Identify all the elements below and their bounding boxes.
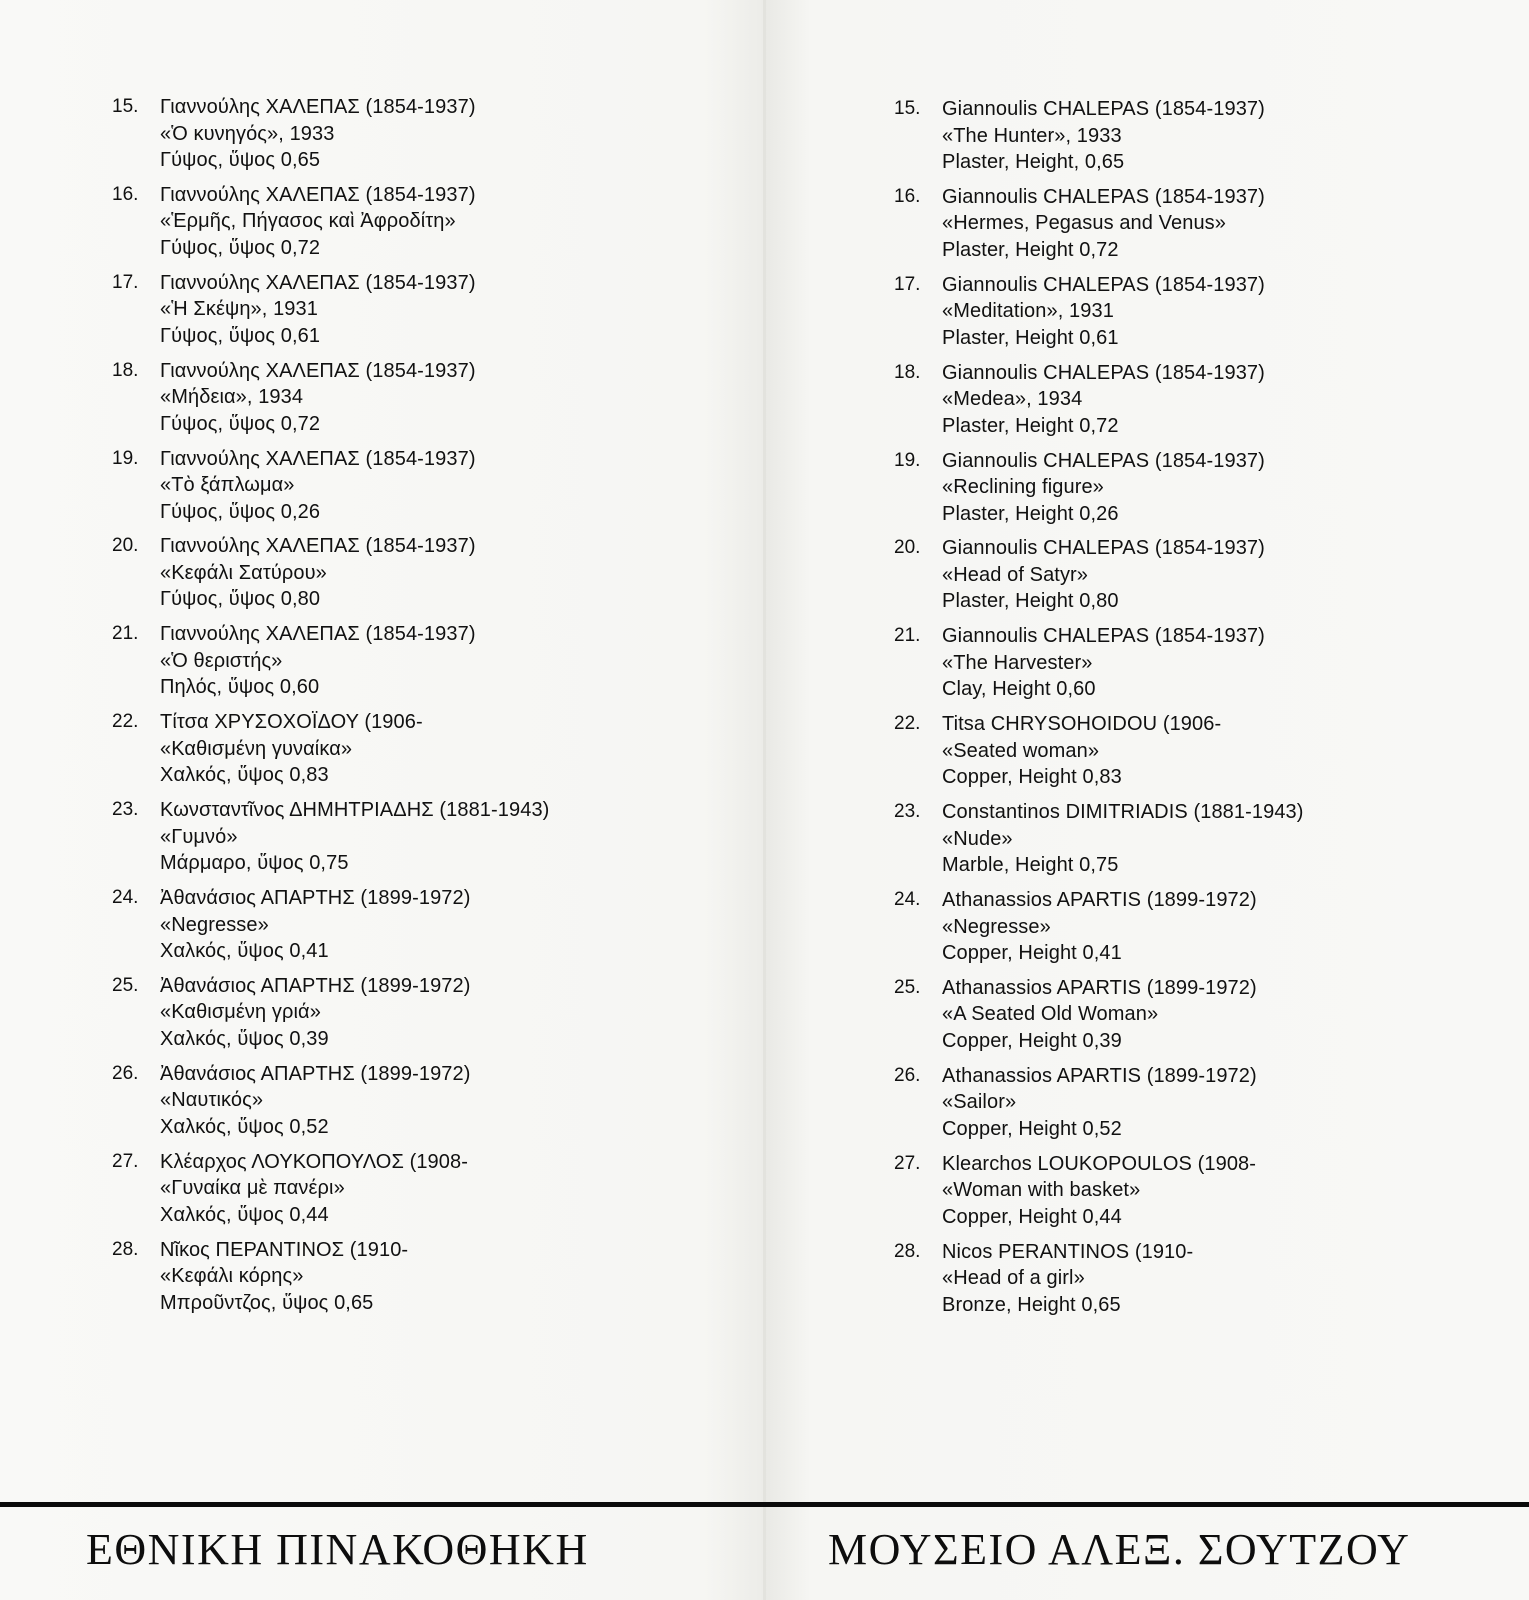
catalogue-entry [108, 1061, 668, 1141]
entry-number: 19. [894, 449, 921, 471]
entry-title: «Καθισμένη γυναίκα» [160, 737, 353, 760]
entry-number: 27. [112, 1150, 139, 1172]
catalogue-entry [108, 182, 668, 262]
entry-title: «A Seated Old Woman» [942, 1003, 1159, 1026]
entry-number: 28. [112, 1238, 139, 1260]
entry-artist: Nicos PERANTINOS (1910- [942, 1240, 1194, 1263]
entry-number: 25. [112, 974, 139, 996]
catalogue-entry [108, 533, 668, 613]
entry-title: «Καθισμένη γριά» [160, 1001, 321, 1024]
entry-artist: Athanassios APARTIS (1899-1972) [942, 889, 1257, 912]
catalogue-entry [890, 799, 1410, 879]
entry-medium: Copper, Height 0,83 [942, 766, 1122, 789]
entry-medium: Plaster, Height 0,26 [942, 502, 1119, 525]
entry-number: 17. [112, 271, 139, 293]
entry-artist: Γιαννούλης ΧΑΛΕΠΑΣ (1854-1937) [160, 623, 476, 646]
entry-medium: Χαλκός, ὕψος 0,83 [160, 764, 329, 787]
entry-medium: Χαλκός, ὕψος 0,39 [160, 1027, 329, 1050]
entry-artist: Titsa CHRYSOHOIDOU (1906- [942, 713, 1222, 736]
entry-title: «Ὁ θεριστής» [160, 649, 283, 672]
entry-number: 18. [112, 359, 139, 381]
entry-number: 23. [894, 801, 921, 823]
entry-artist: Κλέαρχος ΛΟΥΚΟΠΟΥΛΟΣ (1908- [160, 1150, 468, 1173]
entry-title: «Negresse» [942, 915, 1051, 938]
entry-artist: Giannoulis CHALEPAS (1854-1937) [942, 537, 1265, 560]
catalogue-entry [890, 1151, 1410, 1231]
entry-artist: Ἀθανάσιος ΑΠΑΡΤΗΣ (1899-1972) [160, 974, 471, 997]
entry-artist: Γιαννούλης ΧΑΛΕΠΑΣ (1854-1937) [160, 183, 476, 206]
entry-number: 15. [894, 98, 921, 119]
catalogue-entry [108, 709, 668, 789]
entry-medium: Μάρμαρο, ὕψος 0,75 [160, 852, 349, 875]
catalogue-entry [890, 623, 1410, 703]
catalogue-entry [890, 96, 1410, 176]
entry-title: «Κεφάλι Σατύρου» [160, 561, 327, 584]
entry-title: «Γυναίκα μὲ πανέρι» [160, 1177, 345, 1200]
entry-title: «Μήδεια», 1934 [160, 386, 304, 409]
entry-number: 24. [894, 889, 921, 911]
entry-number: 16. [894, 185, 921, 207]
entry-title: «Meditation», 1931 [942, 300, 1114, 323]
catalogue-entry [108, 1237, 668, 1317]
entry-title: «Negresse» [160, 913, 269, 936]
entry-artist: Giannoulis CHALEPAS (1854-1937) [942, 625, 1265, 648]
entry-medium: Μπροῦντζος, ὕψος 0,65 [160, 1291, 374, 1314]
entry-number: 21. [112, 623, 139, 645]
catalogue-entry [890, 1063, 1410, 1143]
entry-title: «Κεφάλι κόρης» [160, 1265, 304, 1288]
entry-number: 18. [894, 361, 921, 383]
catalogue-entry [890, 448, 1410, 528]
catalogue-entry [108, 885, 668, 965]
entry-artist: Γιαννούλης ΧΑΛΕΠΑΣ (1854-1937) [160, 447, 476, 470]
museum-title: ΜΟΥΣΕΙΟ ΑΛΕΞ. ΣΟΥΤΖΟΥ [828, 1525, 1411, 1574]
entry-artist: Ἀθανάσιος ΑΠΑΡΤΗΣ (1899-1972) [160, 887, 471, 910]
entry-title: «Nude» [942, 827, 1013, 850]
entry-number: 24. [112, 887, 139, 909]
entry-title: «Ἡ Σκέψη», 1931 [160, 298, 318, 321]
entry-medium: Plaster, Height, 0,65 [942, 151, 1125, 173]
entry-title: «Head of Satyr» [942, 563, 1089, 586]
catalogue-entry [108, 358, 668, 438]
entry-number: 16. [112, 183, 139, 205]
entry-medium: Plaster, Height 0,61 [942, 326, 1119, 349]
entry-artist: Giannoulis CHALEPAS (1854-1937) [942, 449, 1265, 472]
entry-title: «Ἑρμῆς, Πήγασος καὶ Ἀφροδίτη» [160, 210, 456, 233]
national-gallery-title: ΕΘΝΙΚΗ ΠΙΝΑΚΟΘΗΚΗ [86, 1525, 589, 1574]
entry-title: «The Hunter», 1933 [942, 124, 1122, 147]
entry-artist: Γιαννούλης ΧΑΛΕΠΑΣ (1854-1937) [160, 359, 476, 382]
entry-medium: Bronze, Height 0,65 [942, 1293, 1121, 1316]
entry-number: 17. [894, 273, 921, 295]
entry-artist: Κωνσταντῖνος ΔΗΜΗΤΡΙΑΔΗΣ (1881-1943) [160, 799, 550, 822]
entry-number: 19. [112, 447, 139, 469]
entry-medium: Χαλκός, ὕψος 0,44 [160, 1203, 329, 1226]
entry-title: «Hermes, Pegasus and Venus» [942, 212, 1226, 235]
entry-medium: Γύψος, ὕψος 0,80 [160, 588, 321, 611]
entry-medium: Χαλκός, ὕψος 0,41 [160, 940, 329, 963]
entry-medium: Πηλός, ὕψος 0,60 [160, 676, 320, 699]
catalogue-entry [890, 711, 1410, 791]
entry-title: «The Harvester» [942, 651, 1093, 674]
entry-medium: Plaster, Height 0,72 [942, 238, 1119, 261]
english-catalogue-list [890, 96, 1410, 1326]
entry-artist: Γιαννούλης ΧΑΛΕΠΑΣ (1854-1937) [160, 535, 476, 558]
catalogue-entry [108, 973, 668, 1053]
entry-medium: Plaster, Height 0,80 [942, 590, 1119, 613]
entry-number: 21. [894, 625, 921, 647]
entry-artist: Νῖκος ΠΕΡΑΝΤΙΝΟΣ (1910- [160, 1238, 409, 1261]
entry-artist: Giannoulis CHALEPAS (1854-1937) [942, 361, 1265, 384]
entry-number: 25. [894, 976, 921, 998]
entry-artist: Giannoulis CHALEPAS (1854-1937) [942, 273, 1265, 296]
catalogue-entry [890, 887, 1410, 967]
entry-medium: Copper, Height 0,52 [942, 1117, 1122, 1140]
entry-artist: Ἀθανάσιος ΑΠΑΡΤΗΣ (1899-1972) [160, 1062, 471, 1085]
catalogue-entry [890, 1239, 1410, 1319]
catalogue-entry [108, 797, 668, 877]
entry-medium: Clay, Height 0,60 [942, 678, 1096, 701]
entry-title: «Sailor» [942, 1091, 1017, 1114]
entry-artist: Giannoulis CHALEPAS (1854-1937) [942, 98, 1265, 120]
entry-medium: Plaster, Height 0,72 [942, 414, 1119, 437]
entry-number: 27. [894, 1152, 921, 1174]
catalogue-entry [890, 975, 1410, 1055]
entry-number: 22. [894, 713, 921, 735]
entry-title: «Woman with basket» [942, 1179, 1141, 1202]
entry-medium: Marble, Height 0,75 [942, 854, 1119, 877]
entry-number: 28. [894, 1240, 921, 1262]
entry-medium: Γύψος, ὕψος 0,72 [160, 412, 321, 435]
entry-title: «Ὁ κυνηγός», 1933 [160, 122, 335, 145]
entry-title: «Γυμνό» [160, 825, 238, 848]
entry-title: «Medea», 1934 [942, 388, 1083, 411]
entry-medium: Γύψος, ὕψος 0,61 [160, 324, 321, 347]
page-fold [763, 0, 766, 1600]
entry-artist: Athanassios APARTIS (1899-1972) [942, 1064, 1257, 1087]
entry-medium: Copper, Height 0,44 [942, 1205, 1122, 1228]
catalogue-entry [108, 1149, 668, 1229]
entry-medium: Γύψος, ὕψος 0,26 [160, 500, 321, 523]
entry-artist: Giannoulis CHALEPAS (1854-1937) [942, 185, 1265, 208]
entry-medium: Copper, Height 0,41 [942, 942, 1122, 965]
catalogue-entry [108, 270, 668, 350]
catalogue-entry [108, 621, 668, 701]
entry-medium: Copper, Height 0,39 [942, 1029, 1122, 1052]
entry-number: 22. [112, 711, 139, 733]
entry-title: «Ναυτικός» [160, 1089, 264, 1112]
entry-number: 26. [112, 1062, 139, 1084]
catalogue-entry [890, 272, 1410, 352]
catalogue-entry [890, 184, 1410, 264]
entry-artist: Athanassios APARTIS (1899-1972) [942, 976, 1257, 999]
entry-number: 20. [112, 535, 139, 557]
entry-title: «Seated woman» [942, 739, 1100, 762]
catalogue-entry [108, 446, 668, 526]
entry-medium: Γύψος, ὕψος 0,65 [160, 149, 321, 171]
catalogue-entry [890, 360, 1410, 440]
entry-artist: Τίτσα ΧΡΥΣΟΧΟΪΔΟΥ (1906- [160, 711, 423, 734]
entry-artist: Γιαννούλης ΧΑΛΕΠΑΣ (1854-1937) [160, 271, 476, 294]
entry-artist: Klearchos LOUKOPOULOS (1908- [942, 1152, 1257, 1175]
entry-artist: Constantinos DIMITRIADIS (1881-1943) [942, 801, 1304, 824]
footer-rule [0, 1502, 1529, 1507]
entry-title: «Τὸ ξάπλωμα» [160, 474, 295, 497]
catalogue-entry [108, 94, 668, 174]
catalogue-entry [890, 535, 1410, 615]
entry-number: 20. [894, 537, 921, 559]
entry-number: 23. [112, 799, 139, 821]
entry-medium: Χαλκός, ὕψος 0,52 [160, 1115, 329, 1138]
entry-title: «Head of a girl» [942, 1267, 1085, 1290]
entry-medium: Γύψος, ὕψος 0,72 [160, 236, 321, 259]
entry-number: 26. [894, 1064, 921, 1086]
entry-number: 15. [112, 96, 139, 117]
entry-artist: Γιαννούλης ΧΑΛΕΠΑΣ (1854-1937) [160, 96, 476, 118]
entry-title: «Reclining figure» [942, 476, 1104, 499]
greek-catalogue-list [108, 94, 668, 1324]
